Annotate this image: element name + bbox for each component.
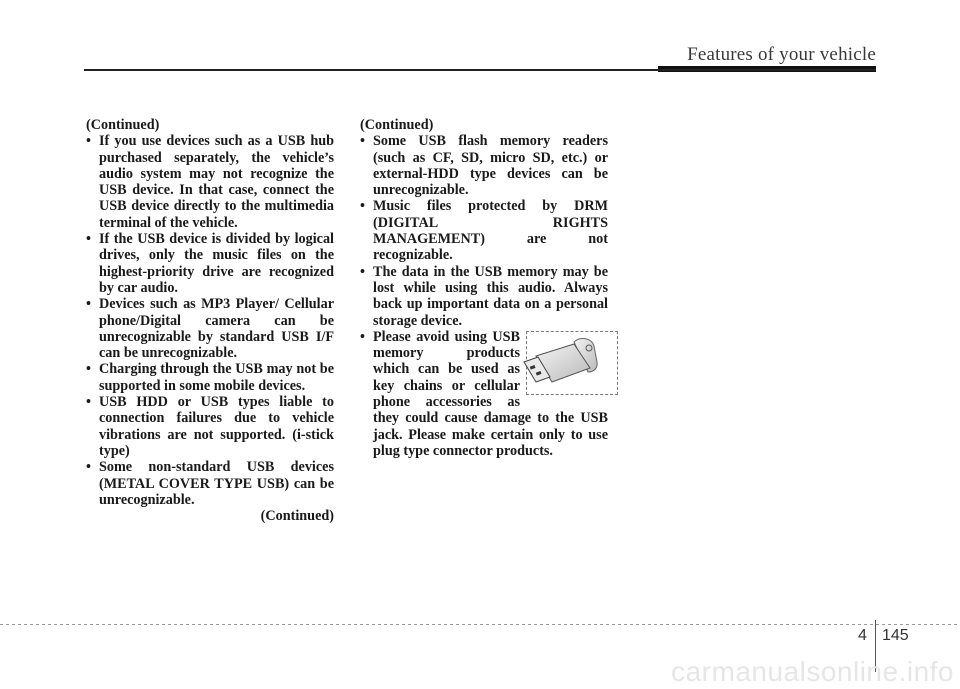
header-rule (84, 69, 876, 71)
bullet-item: • USB HDD or USB types liable to connection failures due to vehicle vibrations are not supported. (i-stick type) (86, 394, 334, 459)
bullet-item: • The data in the USB memory may be lost while using this audio. Always back up important data on a personal storage device. (360, 263, 608, 329)
usb-flash-drive-icon (514, 332, 604, 394)
left-column (86, 117, 334, 524)
bullet-item: • Some non-standard USB devices (METAL COVER TYPE USB) can be unrecognizable. (86, 459, 334, 508)
bullet-item: • Music files protected by DRM (DIGITAL RIGHTS MANAGEMENT) are not recognizable. (360, 198, 608, 264)
watermark: carmanualsonline.info (671, 656, 954, 687)
usb-stick-illustration (526, 331, 618, 395)
bullet-item: • Some USB flash memory readers (such as CF, SD, micro SD, etc.) or external-HDD type devices can be unrecognizable. (360, 133, 608, 199)
right-column (360, 117, 608, 459)
page-number: 145 (882, 627, 909, 644)
section-header-title: Features of your vehicle (687, 44, 876, 65)
footer-rule (0, 624, 960, 625)
bullet-item: • Please avoid using USB memory products which can be used as key chains or cellular phone accessories as they could cause damage to the USB jack. Please make certain only to use plug type connector products. (360, 329, 608, 459)
bullet-item: • If you use devices such as a USB hub purchased separately, the vehicle’s audio system may not recognize the USB device. In that case, connect the USB device directly to the multimedia terminal of the vehicle. (86, 133, 334, 231)
bullet-item: • Devices such as MP3 Player/ Cellular phone/Digital camera can be unrecognizable by standard USB I/F can be unrecognizable. (86, 296, 334, 362)
chapter-number: 4 (858, 627, 867, 644)
continued-label-bottom: (Continued) (260, 508, 334, 525)
continued-label-top: (Continued) (86, 117, 160, 133)
bullet-item: • If the USB device is divided by logical drives, only the music files on the highest-priority drive are recognized by car audio. (86, 231, 334, 296)
continued-label-top: (Continued) (360, 117, 434, 133)
bullet-item: • Charging through the USB may not be supported in some mobile devices. (86, 361, 334, 394)
